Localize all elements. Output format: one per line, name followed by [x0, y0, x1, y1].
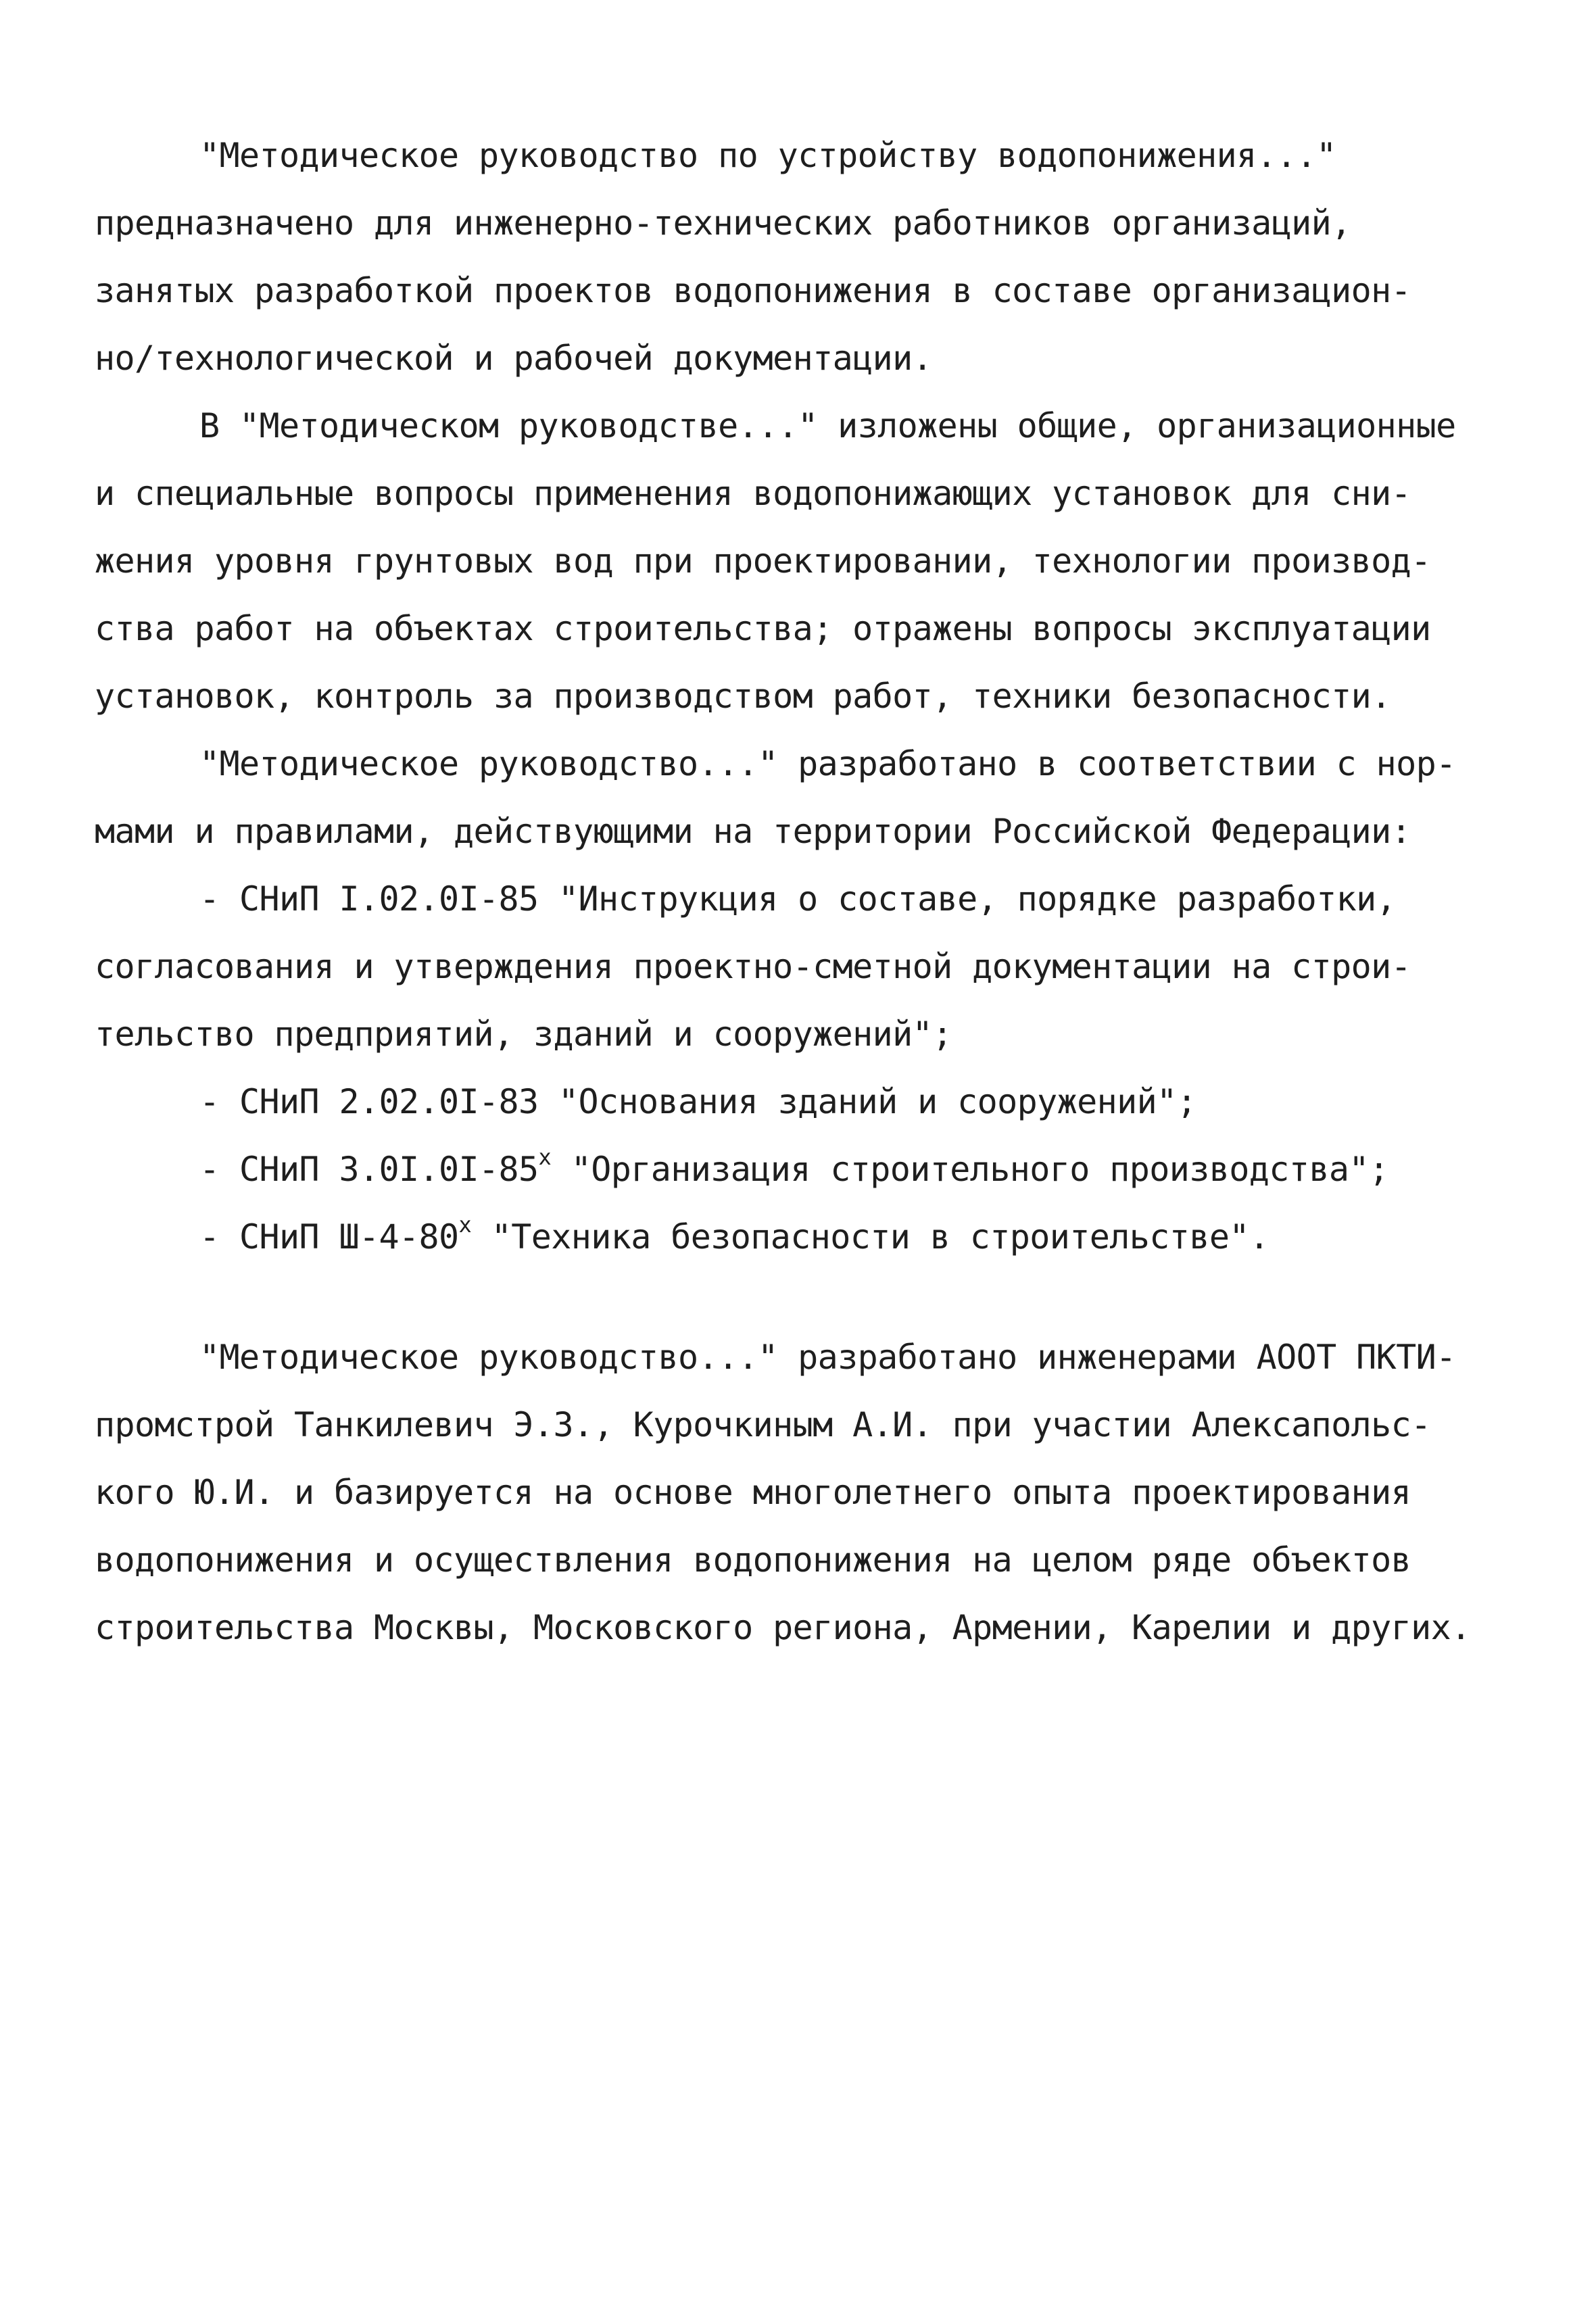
list-item-text: "Организация строительного производства";: [551, 1150, 1389, 1189]
text-line: но/технологической и рабочей документации.: [95, 339, 933, 378]
paragraph-purpose: [95, 122, 1528, 392]
list-item-line: [95, 1203, 1528, 1271]
text-line: водопонижения и осуществления водопонижения на целом ряде объектов: [95, 1540, 1411, 1580]
text-line: мами и правилами, действующими на территории Российской Федерации:: [95, 812, 1411, 851]
paragraph-contents: [95, 392, 1528, 730]
text-line: и специальные вопросы применения водопонижающих установок для сни-: [95, 474, 1411, 513]
footnote-mark: x: [538, 1144, 552, 1170]
document-body: [95, 122, 1528, 1661]
paragraph-norms: [95, 730, 1528, 865]
text-line: ства работ на объектах строительства; отражены вопросы эксплуатации: [95, 609, 1431, 648]
text-line: "Методическое руководство по устройству водопонижения...": [199, 136, 1336, 175]
text-line: занятых разработкой проектов водопонижения в составе организацион-: [95, 271, 1411, 310]
text-line: предназначено для инженерно-технических работников организаций,: [95, 203, 1351, 243]
footnote-mark: x: [458, 1212, 472, 1238]
text-line: "Методическое руководство..." разработано в соответствии с нор-: [199, 744, 1456, 783]
text-line: строительства Москвы, Московского региона, Армении, Карелии и других.: [95, 1608, 1471, 1647]
text-line: кого Ю.И. и базируется на основе многолетнего опыта проектирования: [95, 1473, 1411, 1512]
list-item-line: - СНиП I.02.0I-85 "Инструкция о составе, порядке разработки,: [199, 879, 1397, 919]
text-line: жения уровня грунтовых вод при проектировании, технологии производ-: [95, 541, 1431, 581]
list-item-line: тельство предприятий, зданий и сооружений";: [95, 1015, 952, 1054]
text-line: "Методическое руководство..." разработано инженерами АООТ ПКТИ-: [199, 1338, 1456, 1377]
paragraph-authors: [95, 1323, 1528, 1661]
list-item-text: - СНиП Ш-4-80: [199, 1217, 459, 1257]
text-line: В "Методическом руководстве..." изложены общие, организационные: [199, 406, 1456, 445]
norms-list: [95, 865, 1528, 1271]
list-item-line: - СНиП 2.02.0I-83 "Основания зданий и сооружений";: [199, 1082, 1197, 1121]
list-item-line: согласования и утверждения проектно-сметной документации на строи-: [95, 947, 1411, 986]
paragraph-gap: [95, 1271, 1528, 1323]
list-item-line: [95, 1136, 1528, 1203]
text-line: установок, контроль за производством работ, техники безопасности.: [95, 677, 1391, 716]
list-item-text: - СНиП 3.0I.0I-85: [199, 1150, 539, 1189]
list-item-text: "Техника безопасности в строительстве".: [471, 1217, 1269, 1257]
text-line: промстрой Танкилевич Э.З., Курочкиным А.И. при участии Алексапольс-: [95, 1405, 1431, 1444]
